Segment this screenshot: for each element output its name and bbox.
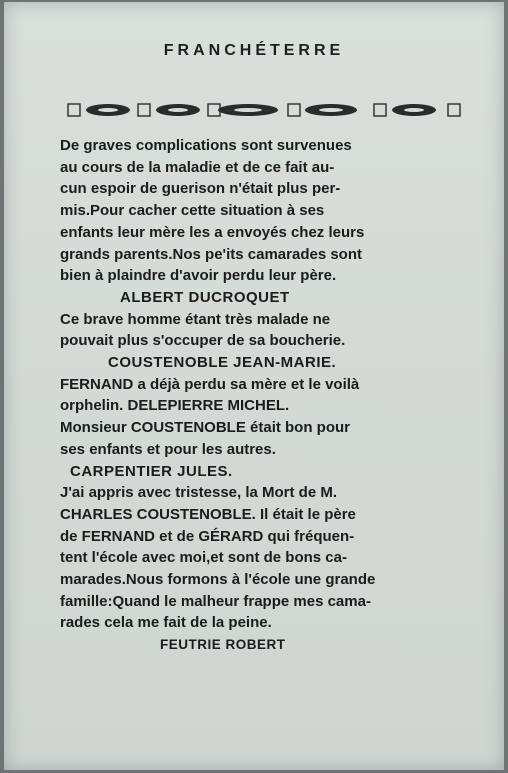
text-line: Ce brave homme étant très malade ne (60, 310, 331, 328)
text-line: enfants leur mère les a envoyés chez leurs (60, 223, 365, 241)
text-line: orphelin. DELEPIERRE MICHEL. (60, 397, 290, 415)
text-line: CHARLES COUSTENOBLE. Il était le père (60, 505, 356, 523)
text-line: famille:Quand le malheur frappe mes cama- (60, 592, 371, 610)
signature-name: FEUTRIE ROBERT (160, 637, 286, 653)
text-line: ses enfants et pour les autres. (60, 440, 276, 458)
text-line: rades cela me fait de la peine. (60, 614, 272, 632)
text-line: De graves complications sont survenues (60, 137, 352, 154)
text-line: FERNAND a déjà perdu sa mère et le voilà (60, 375, 360, 393)
text-line: au cours de la maladie et de ce fait au- (60, 158, 335, 176)
text-line: Monsieur COUSTENOBLE était bon pour (60, 419, 351, 437)
text-line: grands parents.Nos pe'its camarades sont (60, 245, 362, 263)
document-page (4, 2, 504, 770)
text-line: mis.Pour cacher cette situation à ses (60, 202, 325, 220)
text-line: J'ai appris avec tristesse, la Mort de M. (60, 484, 338, 502)
text-line: marades.Nous formons à l'école une grande (60, 571, 376, 589)
page-title: FRANCHÉTERRE (163, 42, 345, 59)
signature-name: COUSTENOBLE JEAN-MARIE. (108, 354, 337, 372)
signature-name: CARPENTIER JULES. (70, 462, 233, 480)
text-line: tent l'école avec moi,et sont de bons ca- (60, 549, 347, 567)
text-line: cun espoir de guerison n'était plus per- (60, 180, 341, 198)
letter-body (60, 135, 460, 656)
text-line: pouvait plus s'occuper de sa boucherie. (60, 332, 346, 350)
text-line: bien à plaindre d'avoir perdu leur père. (60, 267, 337, 285)
signature-name: ALBERT DUCROQUET (120, 288, 290, 306)
decorative-border-ornament (66, 102, 464, 118)
text-line: de FERNAND et de GÉRARD qui fréquen- (60, 527, 355, 545)
